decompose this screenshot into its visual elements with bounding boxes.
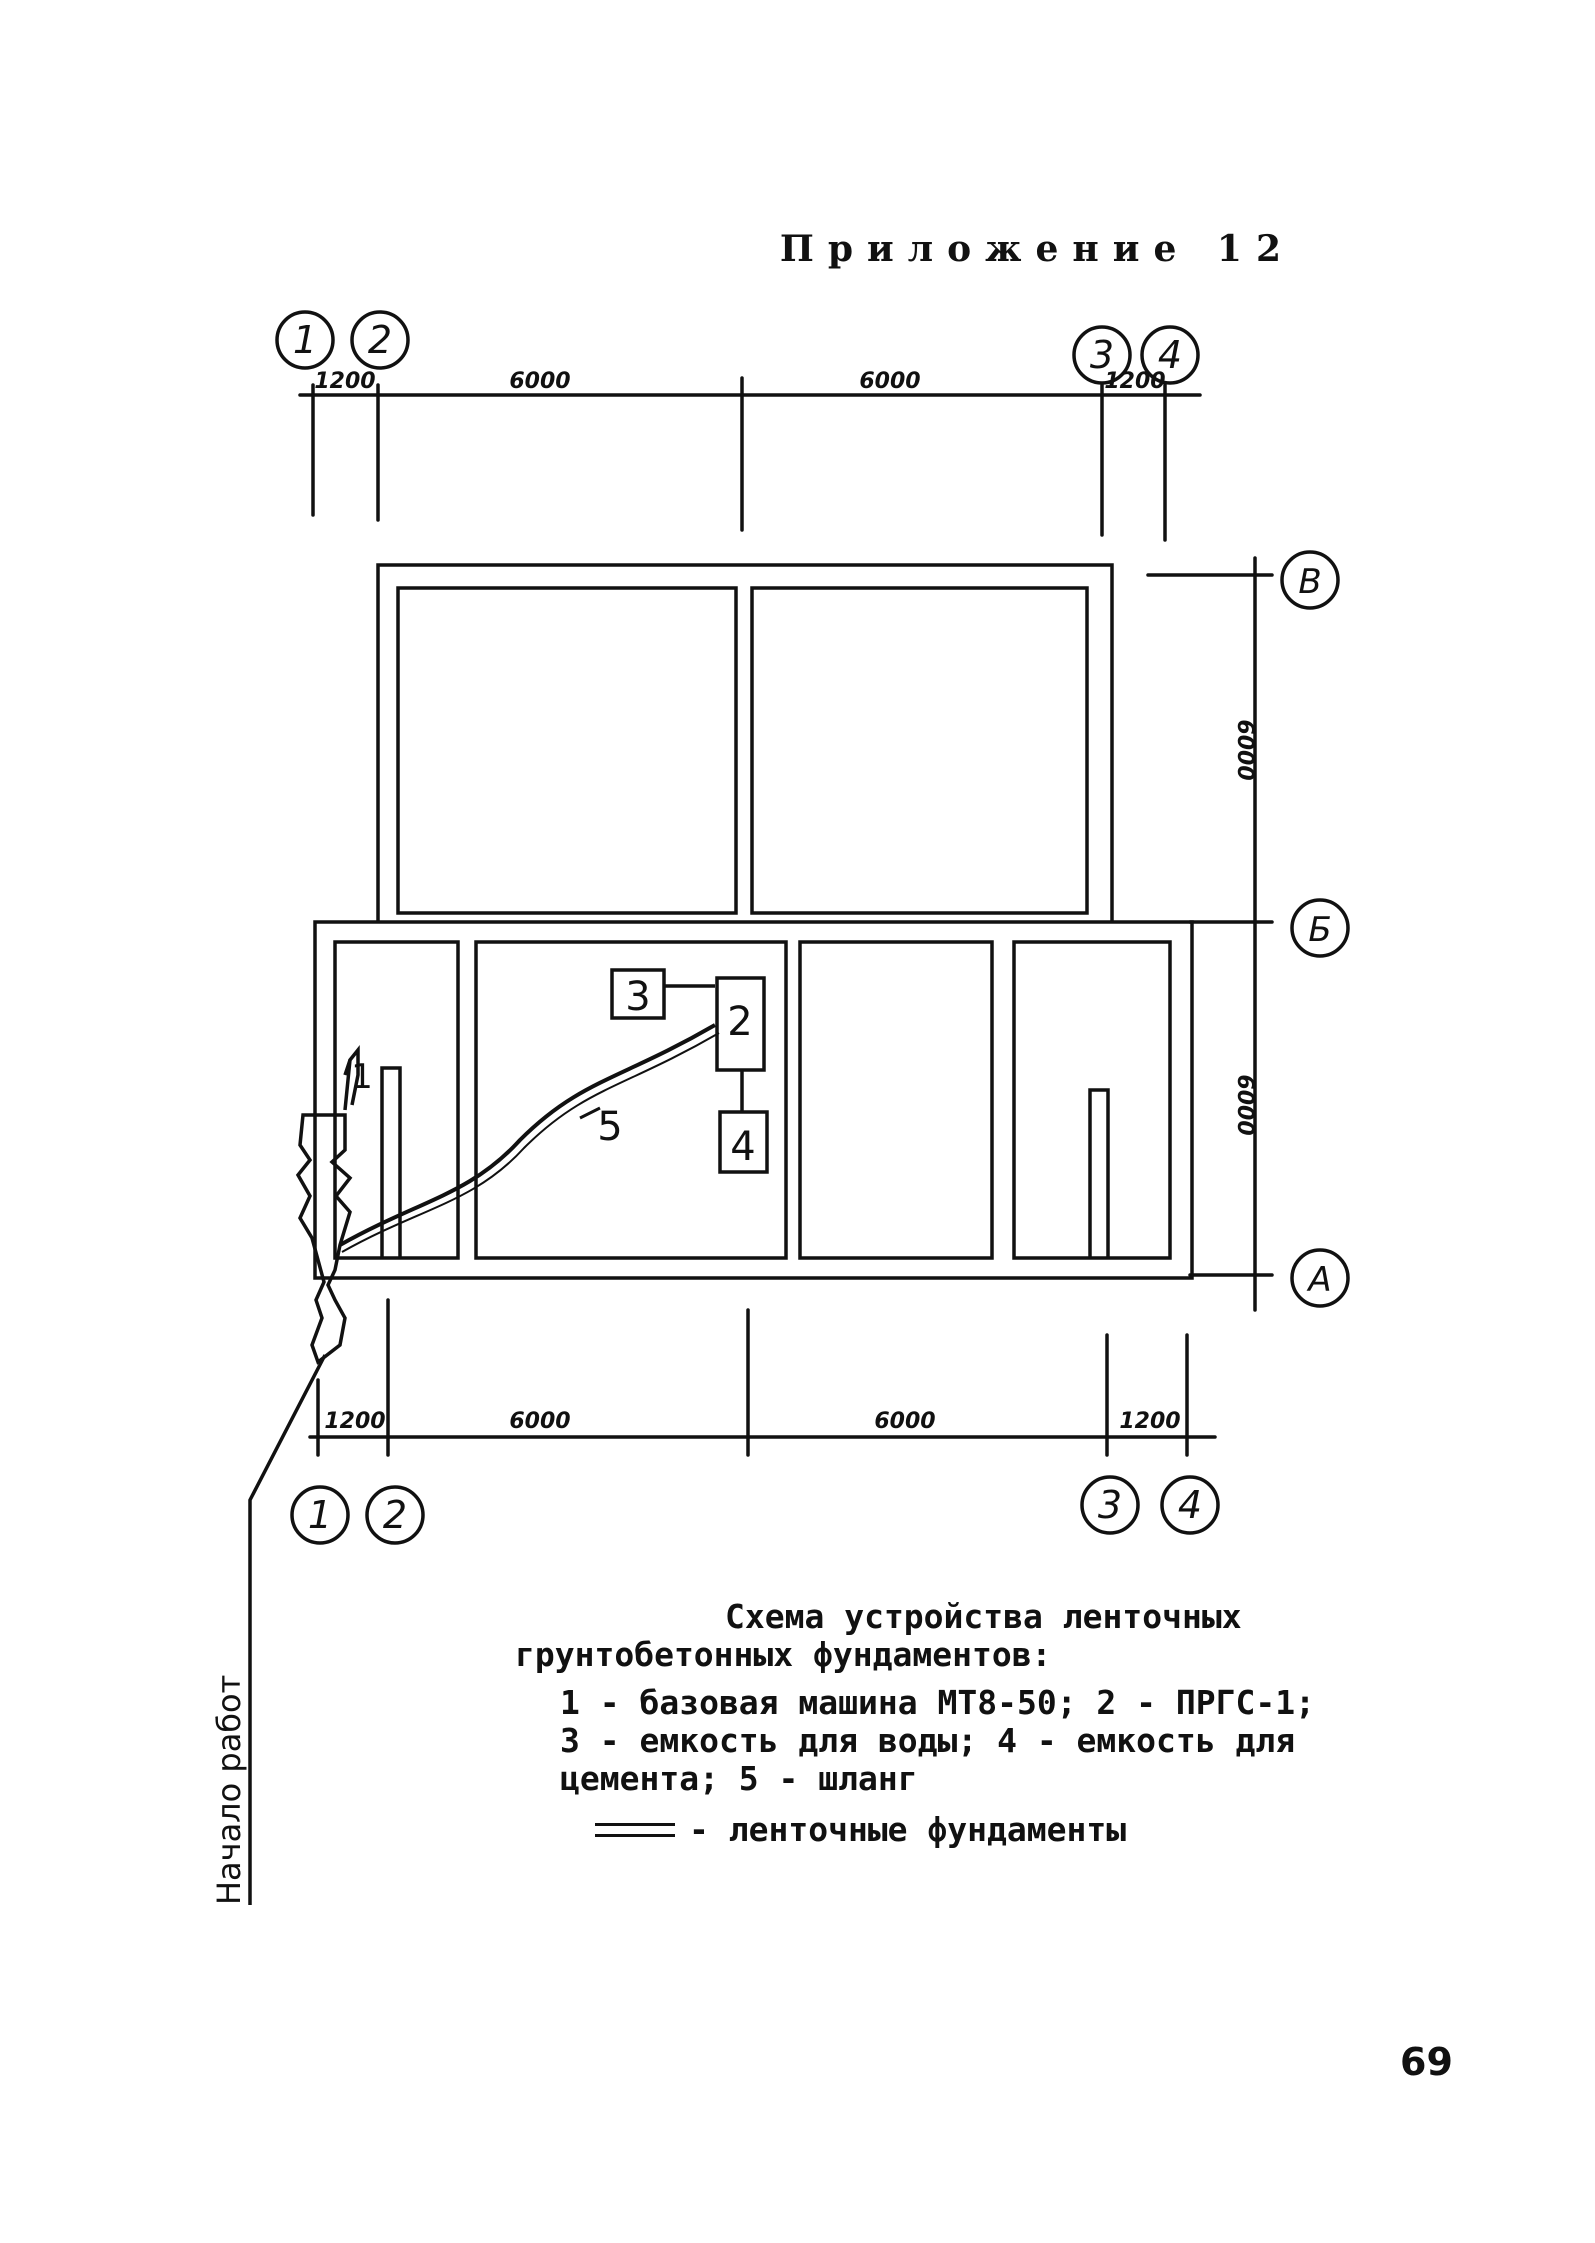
dim-bottom-3: 6000 bbox=[874, 1409, 936, 1434]
axis-label-b: Б bbox=[1308, 910, 1332, 950]
dim-bottom-1: 1200 bbox=[324, 1409, 386, 1434]
dim-top-4: 1200 bbox=[1104, 369, 1166, 394]
axis-label-3-top: 3 bbox=[1089, 333, 1115, 377]
equipment-marker-2: 2 bbox=[727, 999, 753, 1045]
hose-line bbox=[340, 1025, 715, 1245]
equipment-marker-3: 3 bbox=[625, 974, 651, 1020]
dim-right-2: 6000 bbox=[1232, 1074, 1257, 1136]
axis-label-1-bottom: 1 bbox=[307, 1493, 333, 1537]
axis-label-v: В bbox=[1298, 562, 1322, 602]
axis-label-3-bottom: 3 bbox=[1097, 1483, 1123, 1527]
dim-bottom-4: 1200 bbox=[1119, 1409, 1181, 1434]
dim-right-1: 6000 bbox=[1232, 719, 1257, 781]
start-of-work-label: Начало работ bbox=[210, 1674, 248, 1905]
appendix-label: Приложение 12 bbox=[779, 228, 1295, 270]
dim-top-1: 1200 bbox=[314, 369, 376, 394]
strip-foundation-symbol bbox=[595, 1823, 675, 1837]
dim-top-3: 6000 bbox=[859, 369, 921, 394]
caption-items: 1 - базовая машина МТ8-50; 2 - ПРГС-1; 3 - емкость для воды; 4 - емкость для цемента; 5 - шланг bbox=[560, 1683, 1315, 1798]
base-machine-icon bbox=[298, 1050, 358, 1362]
axis-label-1-top: 1 bbox=[292, 318, 318, 362]
equipment-marker-1: 1 bbox=[351, 1057, 373, 1097]
axis-label-4-bottom: 4 bbox=[1177, 1483, 1203, 1527]
legend bbox=[595, 1810, 1126, 1849]
legend-label: - ленточные фундаменты bbox=[689, 1810, 1127, 1849]
equipment-marker-4: 4 bbox=[730, 1124, 756, 1170]
axis-label-2-bottom: 2 bbox=[382, 1493, 408, 1537]
diagram-caption bbox=[515, 1598, 1315, 1798]
axis-label-4-top: 4 bbox=[1157, 333, 1183, 377]
dim-top-2: 6000 bbox=[509, 369, 571, 394]
page-number: 69 bbox=[1400, 2040, 1453, 2084]
equipment-marker-5: 5 bbox=[597, 1104, 623, 1150]
caption-title-line1: Схема устройства ленточных bbox=[725, 1597, 1242, 1636]
axis-label-a: А bbox=[1308, 1260, 1332, 1300]
axis-label-2-top: 2 bbox=[367, 318, 393, 362]
dim-bottom-2: 6000 bbox=[509, 1409, 571, 1434]
caption-title-line2: грунтобетонных фундаментов: bbox=[515, 1635, 1052, 1674]
